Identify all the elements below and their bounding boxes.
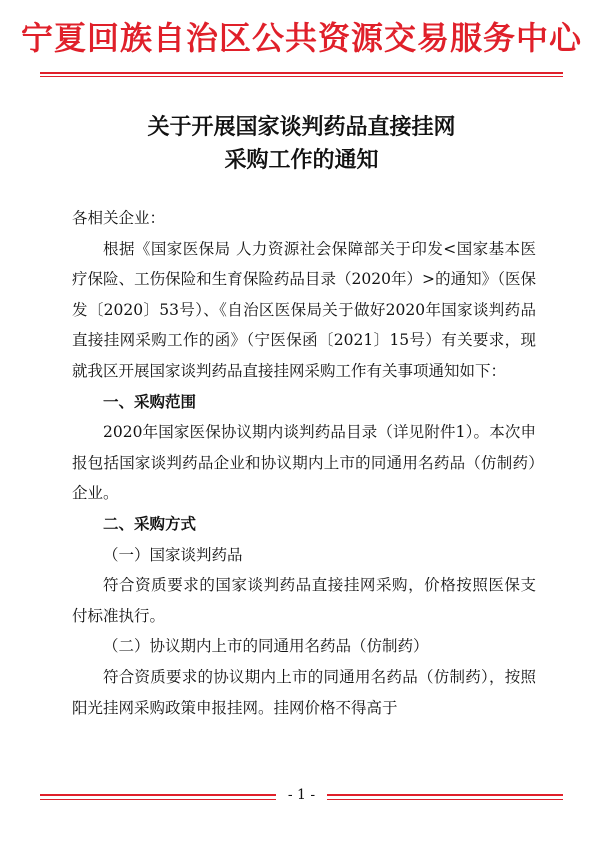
section2-subheading-1: （一）国家谈判药品 [103, 545, 243, 564]
notice-body [72, 203, 536, 723]
footer-rule-left [40, 794, 276, 796]
section2-sub2-paragraph: 符合资质要求的协议期内上市的同通用名药品（仿制药），按照阳光挂网采购政策申报挂网。挂网价格不得高于 [72, 667, 536, 717]
notice-title-line1: 关于开展国家谈判药品直接挂网 [147, 114, 456, 140]
section2-sub1-paragraph: 符合资质要求的国家谈判药品直接挂网采购，价格按照医保支付标准执行。 [72, 576, 536, 625]
section2-subheading-2: （二）协议期内上市的同通用名药品（仿制药） [103, 637, 429, 656]
intro-paragraph: 根据《国家医保局 人力资源社会保障部关于印发<国家基本医疗保险、工伤保险和生育保险药品目录（2020年）>的通知》（医保发〔2020〕53号）、《自治区医保局关于做好2020年国家谈判药品直接挂网采购工作的函》（宁医保函〔2021〕15号）有关要求，现就我区开展国家谈判药品直接挂网采购工作有关事项通知如下： [72, 239, 536, 380]
letterhead-rule-thin [40, 76, 563, 77]
section2-heading: 二、采购方式 [103, 513, 197, 533]
page-number: - 1 - [287, 787, 316, 803]
letterhead-rule [40, 72, 563, 74]
footer-rule-right [327, 794, 563, 796]
letterhead-org-name: 宁夏回族自治区公共资源交易服务中心 [20, 19, 582, 57]
section1-paragraph: 2020年国家医保协议期内谈判药品目录（详见附件1）。本次申报包括国家谈判药品企业和协议期内上市的同通用名药品（仿制药）企业。 [72, 423, 536, 503]
salutation: 各相关企业： [72, 209, 166, 227]
page-footer [40, 786, 563, 806]
notice-title-line2: 采购工作的通知 [224, 147, 379, 173]
section1-heading: 一、采购范围 [103, 391, 197, 411]
